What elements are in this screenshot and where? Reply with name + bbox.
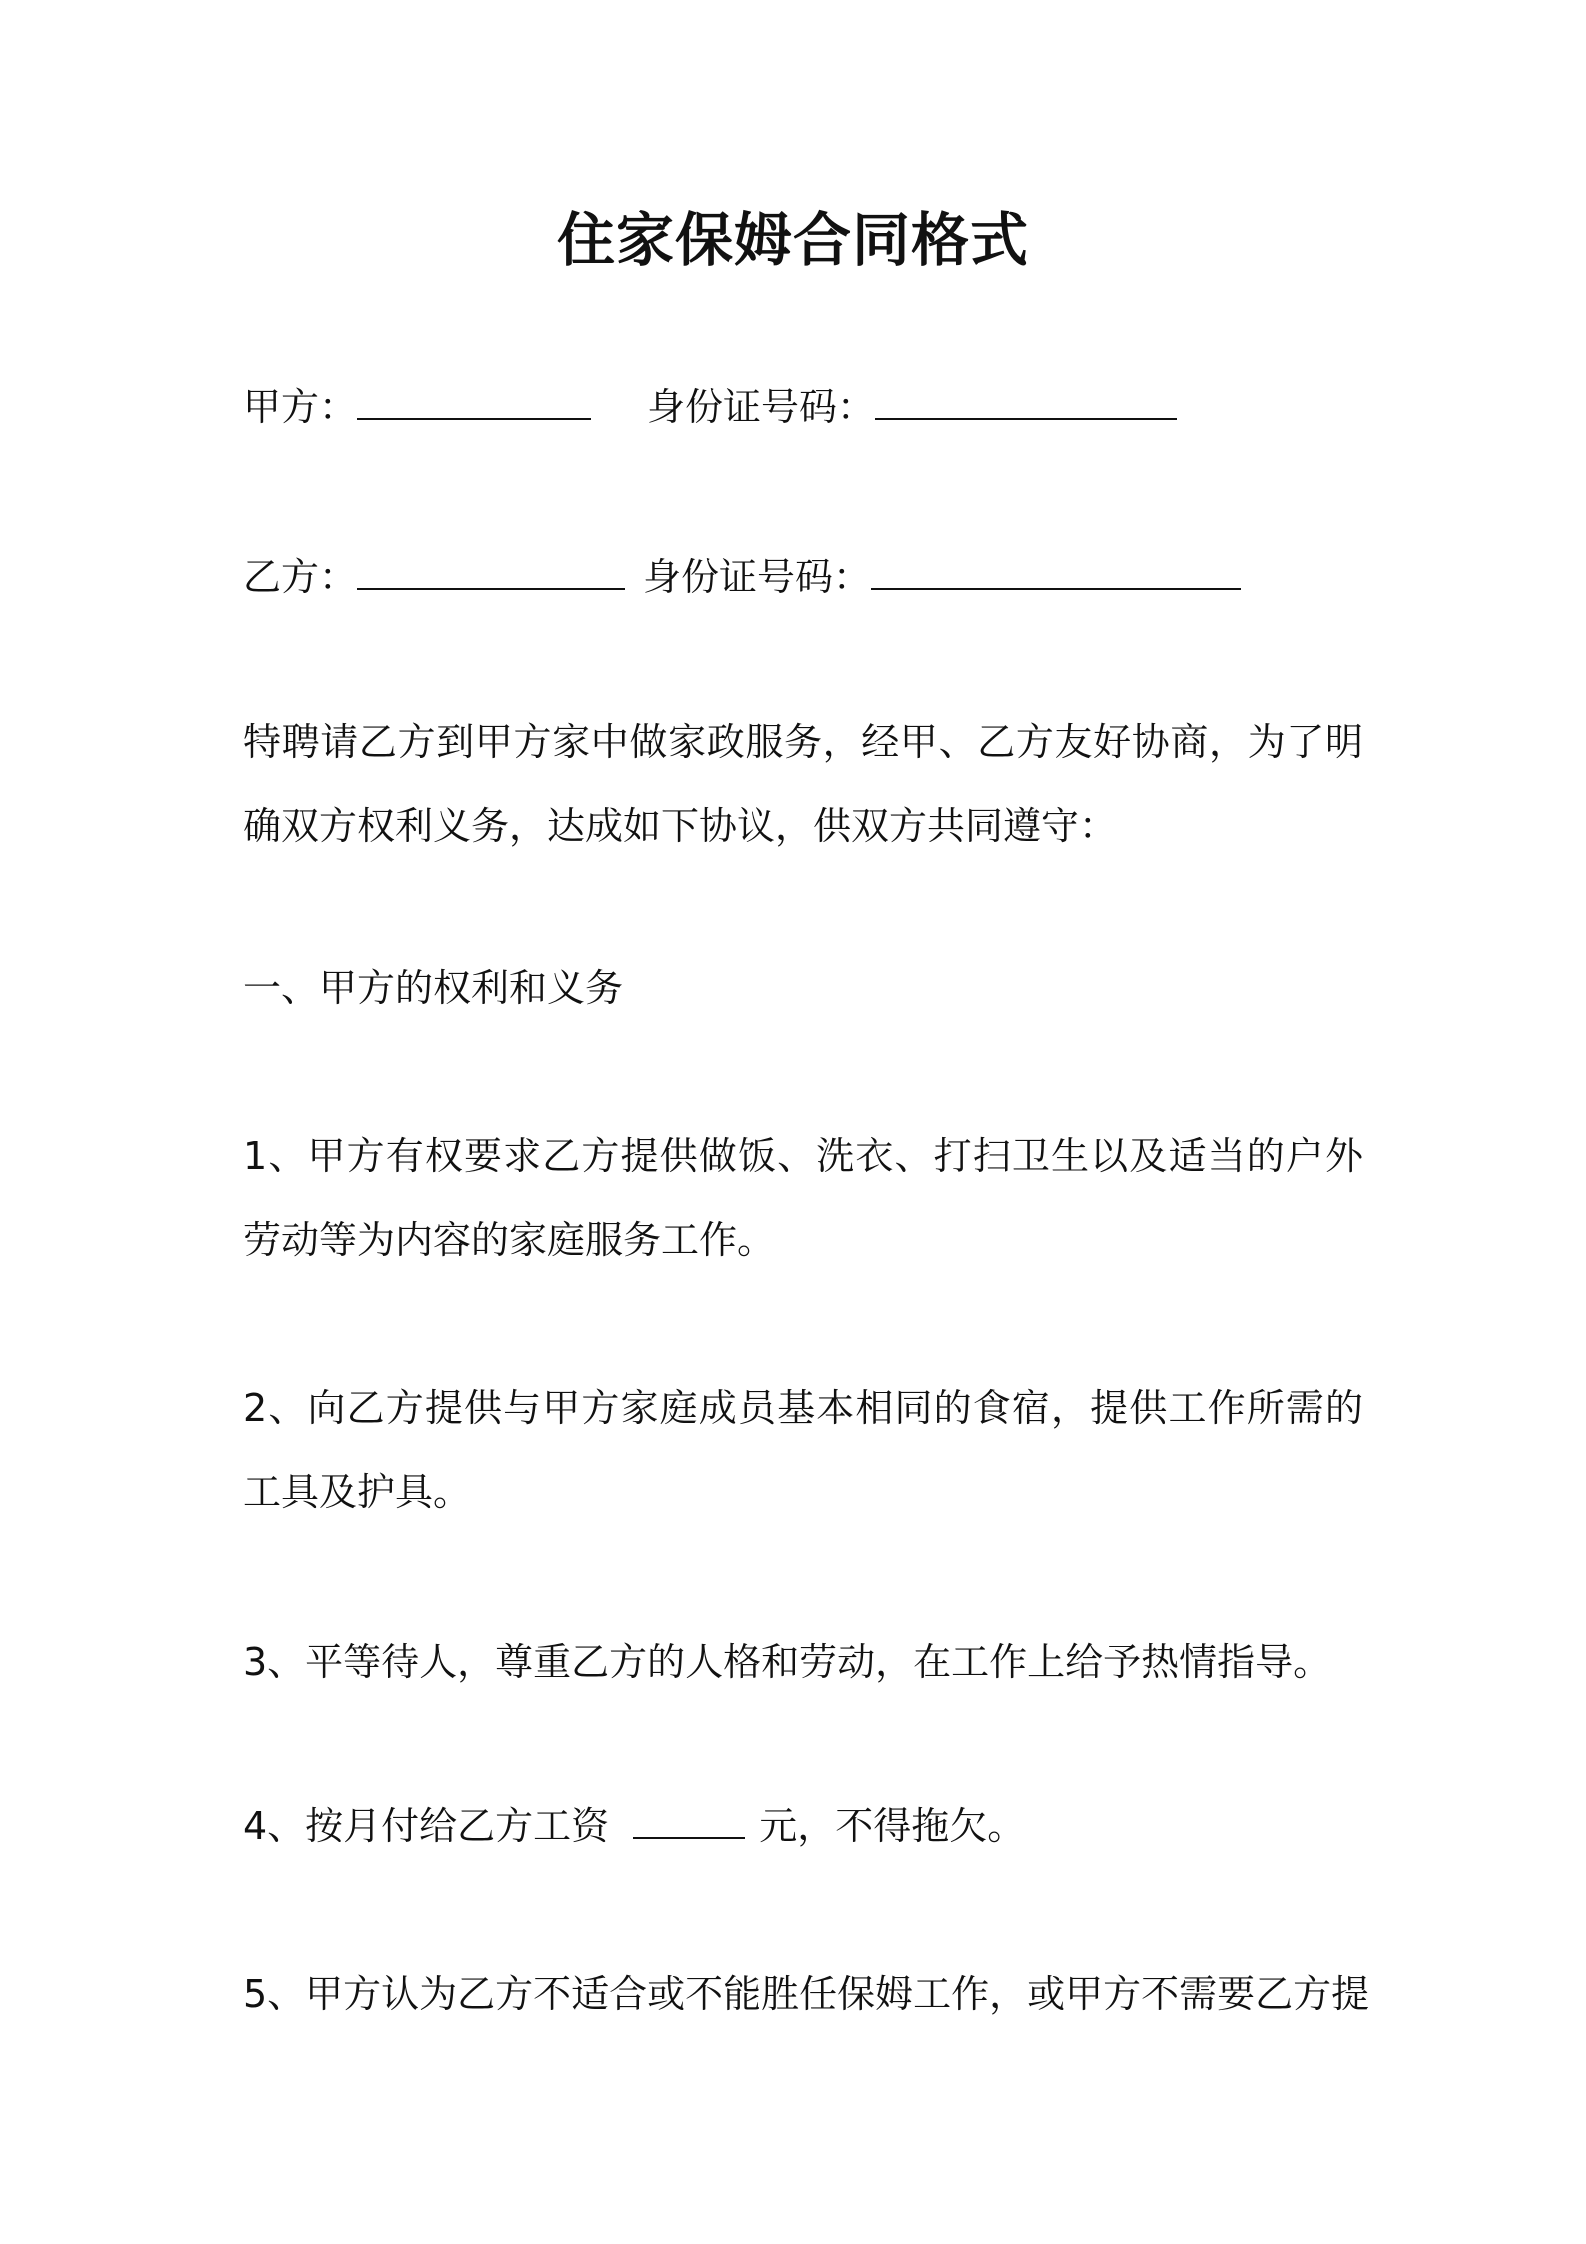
clause-item-2: 2、向乙方提供与甲方家庭成员基本相同的食宿，提供工作所需的工具及护具。 (243, 1386, 1363, 1514)
clause-item-4 (243, 1784, 1363, 1868)
clause-item-3: 3、平等待人，尊重乙方的人格和劳动，在工作上给予热情指导。 (243, 1640, 1332, 1684)
party-b-id-label: 身份证号码： (643, 555, 872, 599)
document-title: 住家保姆合同格式 (556, 206, 1029, 274)
party-a-name-blank (357, 378, 591, 420)
party-b-name-blank (357, 548, 625, 590)
clause-item-5: 5、甲方认为乙方不适合或不能胜任保姆工作，或甲方不需要乙方提 (243, 1972, 1370, 2016)
party-a-id-label: 身份证号码： (647, 385, 876, 429)
party-b-label: 乙方： (243, 555, 358, 599)
clause-item-4-text-before: 4、按月付给乙方工资 (243, 1804, 610, 1848)
clause-item-4-text-after: 元，不得拖欠。 (759, 1804, 1026, 1848)
party-a-label: 甲方： (243, 385, 358, 429)
clause-item-1: 1、甲方有权要求乙方提供做饭、洗衣、打扫卫生以及适当的户外劳动等为内容的家庭服务工作。 (243, 1134, 1363, 1262)
intro-paragraph: 特聘请乙方到甲方家中做家政服务，经甲、乙方友好协商，为了明确双方权利义务，达成如下协议，供双方共同遵守： (243, 720, 1363, 848)
party-a-id-blank (875, 378, 1177, 420)
salary-amount-blank (633, 1797, 745, 1839)
party-b-id-blank (871, 548, 1241, 590)
party-b-line (243, 548, 1241, 604)
section-heading: 一、甲方的权利和义务 (243, 966, 624, 1010)
party-a-line (243, 378, 1177, 434)
